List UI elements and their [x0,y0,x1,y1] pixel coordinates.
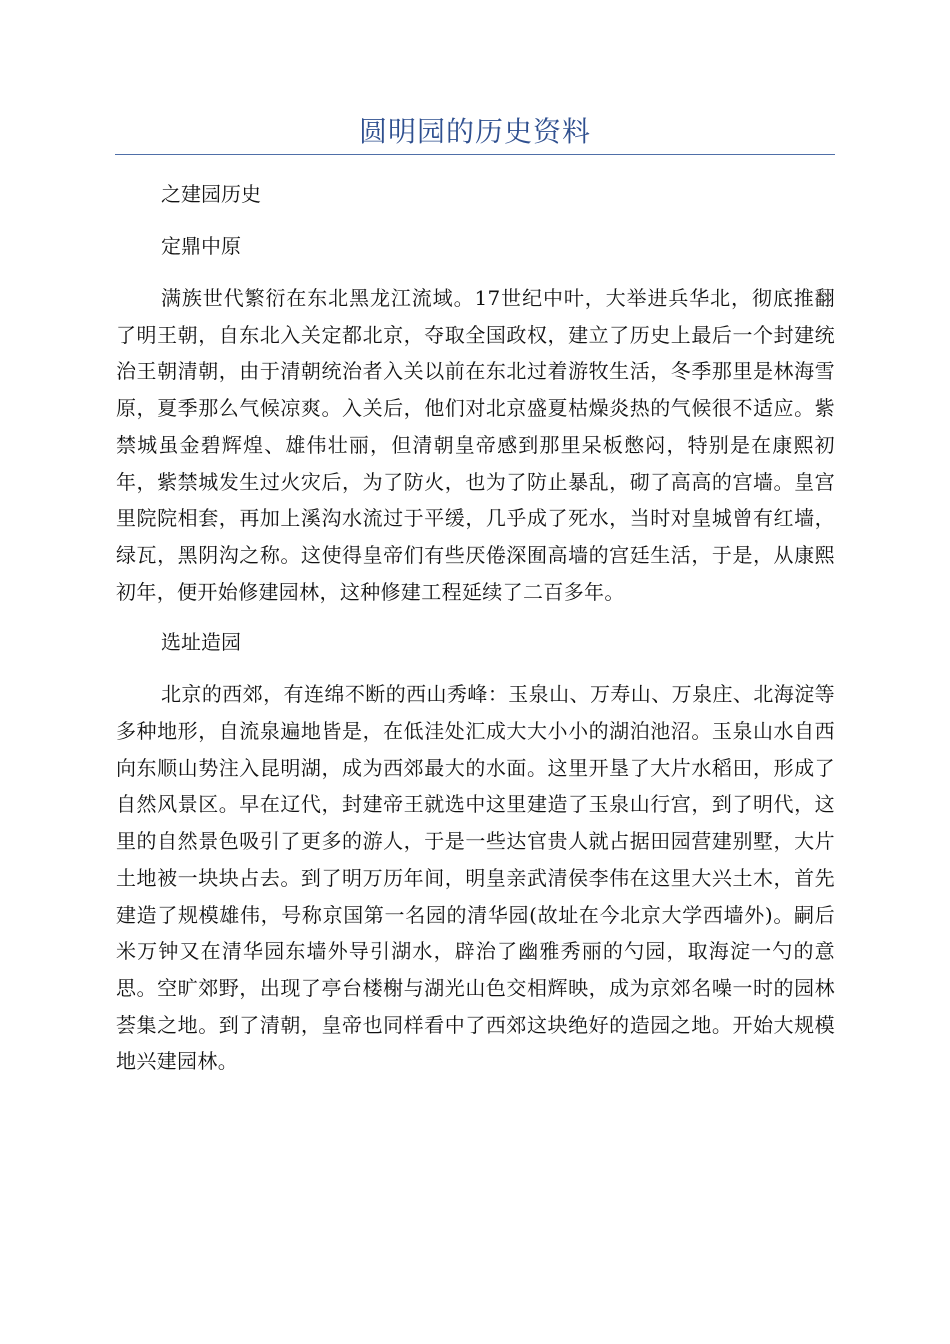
subsection-heading-xuanzhi: 选址造园 [161,630,241,655]
section-heading: 之建园历史 [161,182,261,206]
document-body [116,176,835,1094]
paragraph-xuanzhi: 北京的西郊，有连绵不断的西山秀峰：玉泉山、万寿山、万泉庄、北海淀等多种地形，自流泉遍地皆是，在低洼处汇成大大小小的湖泊池沼。玉泉山水自西向东顺山势注入昆明湖，成为西郊最大的水面。这里开垦了大片水稻田，形成了自然风景区。早在辽代，封建帝王就选中这里建造了玉泉山行宫，到了明代，这里的自然景色吸引了更多的游人，于是一些达官贵人就占据田园营建别墅，大片土地被一块块占去。到了明万历年间，明皇亲武清侯李伟在这里大兴土木，首先建造了规模雄伟，号称京国第一名园的清华园(故址在今北京大学西墙外)。嗣后米万钟又在清华园东墙外导引湖水，辟治了幽雅秀丽的勺园，取海淀一勺的意思。空旷郊野，出现了亭台楼榭与湖光山色交相辉映，成为京郊名噪一时的园林荟集之地。到了清朝，皇帝也同样看中了西郊这块绝好的造园之地。开始大规模地兴建园林。 [116,682,835,1074]
paragraph-dingding: 满族世代繁衍在东北黑龙江流域。17世纪中叶，大举进兵华北，彻底推翻了明王朝，自东北入关定都北京，夺取全国政权，建立了历史上最后一个封建统治王朝清朝，由于清朝统治者入关以前在东北过着游牧生活，冬季那里是林海雪原，夏季那么气候凉爽。入关后，他们对北京盛夏枯燥炎热的气候很不适应。紫禁城虽金碧辉煌、雄伟壮丽，但清朝皇帝感到那里呆板憋闷，特别是在康熙初年，紫禁城发生过火灾后，为了防火，也为了防止暴乱，砌了高高的宫墙。皇宫里院院相套，再加上溪沟水流过于平缓，几乎成了死水，当时对皇城曾有红墙，绿瓦，黑阴沟之称。这使得皇帝们有些厌倦深囿高墙的宫廷生活，于是，从康熙初年，便开始修建园林，这种修建工程延续了二百多年。 [116,286,835,604]
subsection-heading-dingding: 定鼎中原 [161,234,241,258]
document-title: 圆明园的历史资料 [358,115,591,148]
title-underline [115,154,835,155]
